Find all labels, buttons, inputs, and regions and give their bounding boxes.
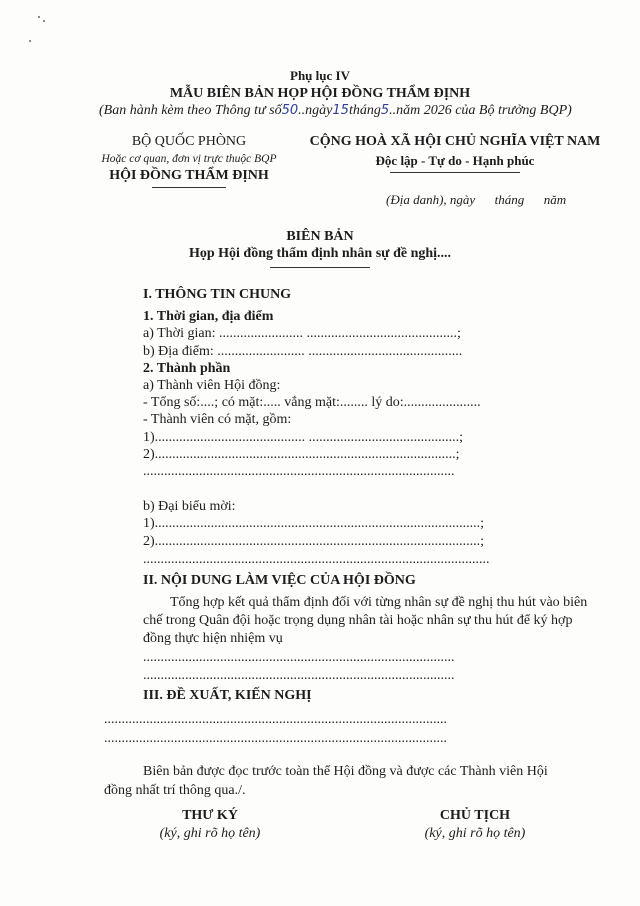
subordinate-unit: Hoặc cơ quan, đơn vị trực thuộc BQP: [101, 153, 277, 165]
handwritten-month: 5: [380, 103, 390, 118]
issuance-note: [99, 103, 572, 119]
section3-dots-1: ..................................................................................................: [104, 712, 447, 727]
section3-dots-2: ..................................................................................................: [104, 731, 447, 746]
guest-more: ...................................................................................................: [143, 552, 490, 567]
handwritten-number: 50: [281, 103, 299, 118]
place-field: b) Địa điểm: ......................... ............................................: [143, 344, 463, 359]
chair-sign-note: (ký, ghi rõ họ tên): [424, 826, 526, 841]
issuance-mid1: ..ngày: [298, 103, 333, 118]
subtitle-underline: [270, 267, 370, 268]
guest-2: 2).............................................................................................;: [143, 534, 485, 549]
section2-dots-2: .........................................................................................: [143, 668, 455, 683]
doc-subtitle: Họp Hội đồng thẩm định nhân sự đề nghị....: [188, 246, 452, 261]
scan-speck: [38, 16, 40, 18]
doc-title: BIÊN BẢN: [286, 229, 354, 244]
issuance-suffix: ..năm 2026 của Bộ trưởng BQP): [389, 103, 572, 118]
section3-heading: III. ĐỀ XUẤT, KIẾN NGHỊ: [143, 688, 312, 703]
chair-title: CHỦ TỊCH: [439, 808, 511, 823]
country-name: CỘNG HOÀ XÃ HỘI CHỦ NGHĨA VIỆT NAM: [309, 134, 601, 149]
scan-speck: [29, 40, 31, 42]
section2-dots-1: .........................................................................................: [143, 650, 455, 665]
left-divider: [152, 187, 226, 188]
issuance-mid2: tháng: [348, 103, 381, 118]
appendix-label: Phụ lục IV: [290, 68, 350, 83]
guests-label: b) Đại biểu mời:: [143, 499, 236, 514]
ministry-name: BỘ QUỐC PHÒNG: [131, 134, 247, 149]
present-member-2: 2)......................................................................................;: [143, 447, 460, 462]
place-date: (Địa danh), ngày tháng năm: [386, 192, 567, 207]
national-motto: Độc lập - Tự do - Hạnh phúc: [375, 153, 535, 168]
members-label: a) Thành viên Hội đồng:: [143, 378, 281, 393]
scan-speck: [43, 20, 45, 22]
section1-heading: I. THÔNG TIN CHUNG: [143, 287, 292, 302]
time-field: a) Thời gian: ........................ ...........................................;: [143, 326, 461, 341]
section2-heading: II. NỘI DUNG LÀM VIỆC CỦA HỘI ĐỒNG: [143, 573, 416, 588]
section1-sub1: 1. Thời gian, địa điểm: [143, 309, 274, 324]
section2-para-line1: Tổng hợp kết quả thẩm định đối với từng nhân sự đề nghị thu hút vào biên: [170, 595, 588, 610]
form-title: MẪU BIÊN BẢN HỌP HỘI ĐỒNG THẨM ĐỊNH: [169, 86, 471, 101]
section1-sub2: 2. Thành phần: [143, 361, 231, 376]
closing-line1: Biên bản được đọc trước toàn thể Hội đồng và được các Thành viên Hội: [143, 764, 548, 779]
secretary-sign-note: (ký, ghi rõ họ tên): [159, 826, 261, 841]
motto-underline: [390, 172, 520, 173]
section2-para-line2: chế trong Quân đội hoặc trọng dụng nhân tài hoặc nhân sự thu hút để ký hợp: [143, 613, 573, 628]
handwritten-day: 15: [332, 103, 349, 118]
present-member-more: .........................................................................................: [143, 464, 455, 479]
attendance-field: - Tổng số:....; có mặt:..... vắng mặt:........ lý do:......................: [143, 395, 481, 410]
present-label: - Thành viên có mặt, gồm:: [143, 412, 292, 427]
closing-line2: đồng nhất trí thông qua./.: [104, 783, 246, 798]
council-name: HỘI ĐỒNG THẨM ĐỊNH: [109, 168, 269, 183]
present-member-1: 1)........................................... ...........................................;: [143, 430, 464, 445]
issuance-prefix: (Ban hành kèm theo Thông tư số: [99, 103, 282, 118]
section2-para-line3: đồng thực hiện nhiệm vụ: [143, 631, 283, 646]
guest-1: 1).............................................................................................;: [143, 516, 485, 531]
secretary-title: THƯ KÝ: [182, 808, 238, 823]
